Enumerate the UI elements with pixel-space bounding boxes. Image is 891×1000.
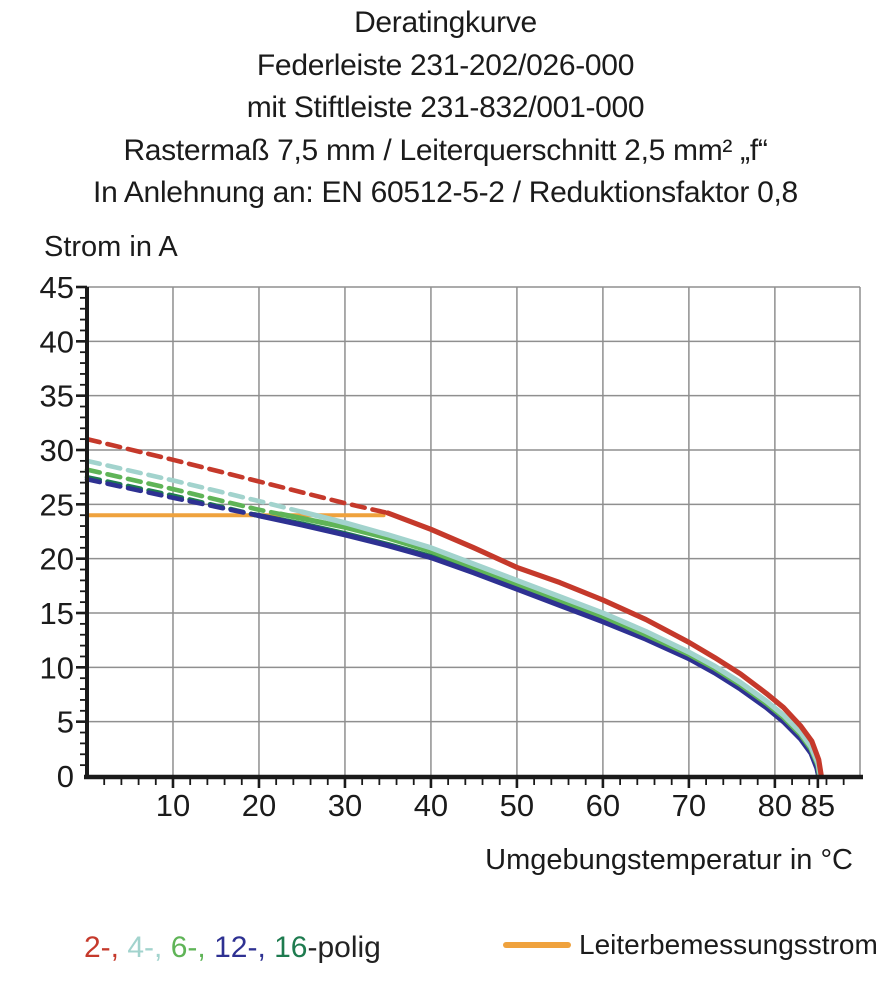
x-tick-label: 85: [800, 788, 836, 823]
x-tick-label: 60: [585, 788, 621, 823]
legend-poles: [84, 931, 381, 965]
title-line-2: Federleiste 231-202/026-000: [256, 48, 635, 82]
title-line-5: In Anlehnung an: EN 60512-5-2 / Reduktionsfaktor 0,8: [93, 176, 798, 209]
legend-poles-item: 2-,: [84, 931, 128, 964]
x-axis-title: Umgebungstemperatur in °C: [485, 844, 853, 876]
y-tick-label: 25: [39, 487, 74, 523]
x-tick-label: 30: [327, 788, 363, 823]
x-tick-label: 40: [413, 788, 449, 823]
x-tick-label: 50: [499, 788, 535, 823]
legend-poles-item: 16: [274, 931, 308, 964]
series-solid-2-polig: [388, 513, 821, 776]
legend-poles-item: 12-,: [214, 931, 275, 964]
y-tick-label: 5: [56, 704, 74, 740]
x-tick-label: 10: [155, 788, 191, 823]
y-axis-title: Strom in A: [44, 231, 178, 263]
title-line-1: Deratingkurve: [354, 6, 537, 39]
series-solid-4-polig: [302, 512, 820, 776]
y-tick-label: 35: [39, 378, 74, 414]
x-tick-label: 70: [671, 788, 707, 823]
y-tick-label: 10: [39, 650, 74, 686]
series-solid-16-polig: [255, 515, 819, 776]
y-tick-label: 0: [56, 759, 74, 794]
legend-poles-item: 4-,: [127, 931, 171, 964]
y-tick-label: 20: [39, 541, 74, 577]
y-tick-label: 45: [39, 270, 74, 305]
title-line-3: mit Stiftleiste 231-832/001-000: [246, 91, 645, 124]
y-tick-label: 40: [39, 324, 74, 360]
legend-poles-item: 6-,: [170, 931, 215, 964]
series-solid-6-polig: [281, 514, 820, 776]
y-tick-label: 15: [39, 596, 74, 631]
title-line-4: Rastermaß 7,5 mm / Leiterquerschnitt 2,5 mm² „f“: [123, 133, 768, 167]
leiterbemessungsstrom-swatch: [503, 942, 571, 948]
y-tick-label: 30: [39, 433, 74, 468]
x-tick-label: 20: [241, 788, 277, 823]
series-solid-12-polig: [259, 516, 819, 776]
x-tick-label: 80: [757, 788, 793, 823]
leiterbemessungsstrom-label: Leiterbemessungsstrom: [579, 929, 878, 960]
series-dashed-6-polig: [87, 470, 281, 514]
legend-poles-item: -polig: [307, 931, 381, 964]
